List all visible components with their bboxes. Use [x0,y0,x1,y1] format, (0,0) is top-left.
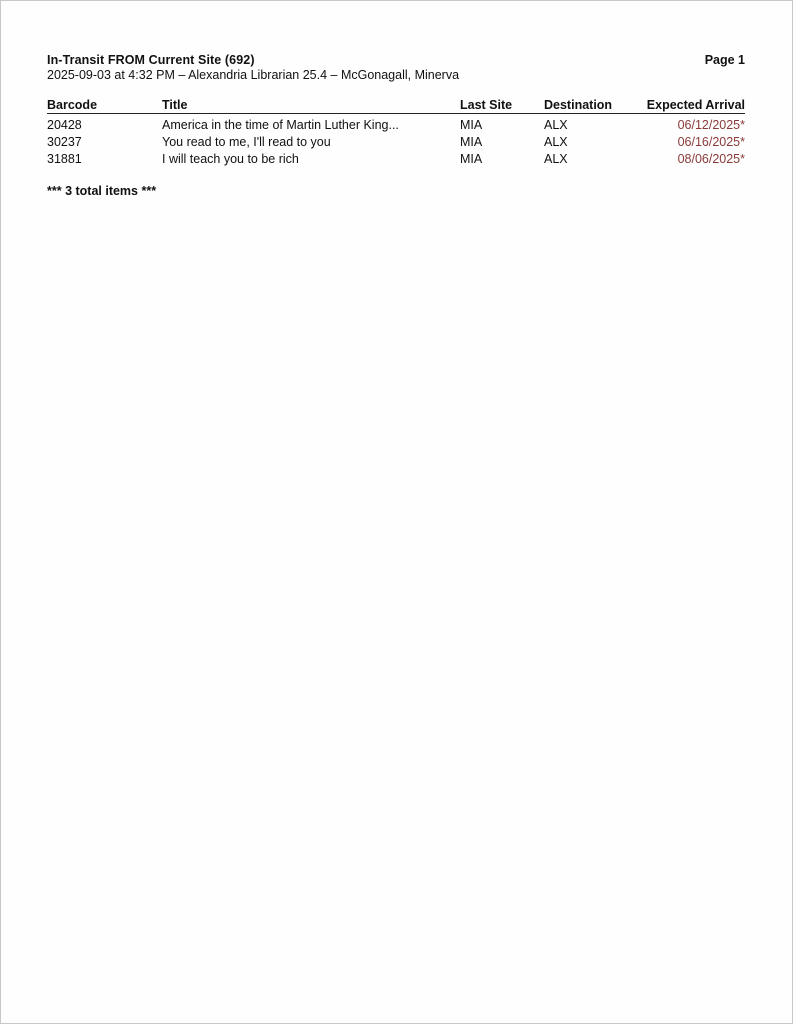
cell-last-site: MIA [460,152,483,166]
header-expected-arrival: Expected Arrival [642,98,745,114]
cell-destination: ALX [544,118,568,132]
page-number: Page 1 [704,53,745,67]
report-title: In-Transit FROM Current Site (692) [47,53,255,67]
cell-expected-arrival: 06/16/2025* [677,135,745,149]
header-last-site: Last Site [460,98,544,114]
table-header-row [47,98,745,114]
total-items-summary: *** 3 total items *** [47,184,157,198]
header-title: Title [162,98,460,114]
report-header [47,53,745,83]
table-row [47,151,745,168]
cell-last-site: MIA [460,135,483,149]
table-row [47,134,745,151]
header-destination: Destination [544,98,642,114]
in-transit-table [47,98,745,168]
cell-last-site: MIA [460,118,483,132]
cell-destination: ALX [544,135,568,149]
report-subtitle: 2025-09-03 at 4:32 PM – Alexandria Librarian 25.4 – McGonagall, Minerva [47,68,460,82]
cell-title: You read to me, I'll read to you [162,135,331,149]
table-row [47,114,745,135]
header-barcode: Barcode [47,98,162,114]
cell-barcode: 30237 [47,135,82,149]
cell-destination: ALX [544,152,568,166]
cell-barcode: 31881 [47,152,82,166]
cell-title: I will teach you to be rich [162,152,299,166]
cell-expected-arrival: 06/12/2025* [677,118,745,132]
cell-title: America in the time of Martin Luther King... [162,118,399,132]
cell-barcode: 20428 [47,118,82,132]
cell-expected-arrival: 08/06/2025* [677,152,745,166]
